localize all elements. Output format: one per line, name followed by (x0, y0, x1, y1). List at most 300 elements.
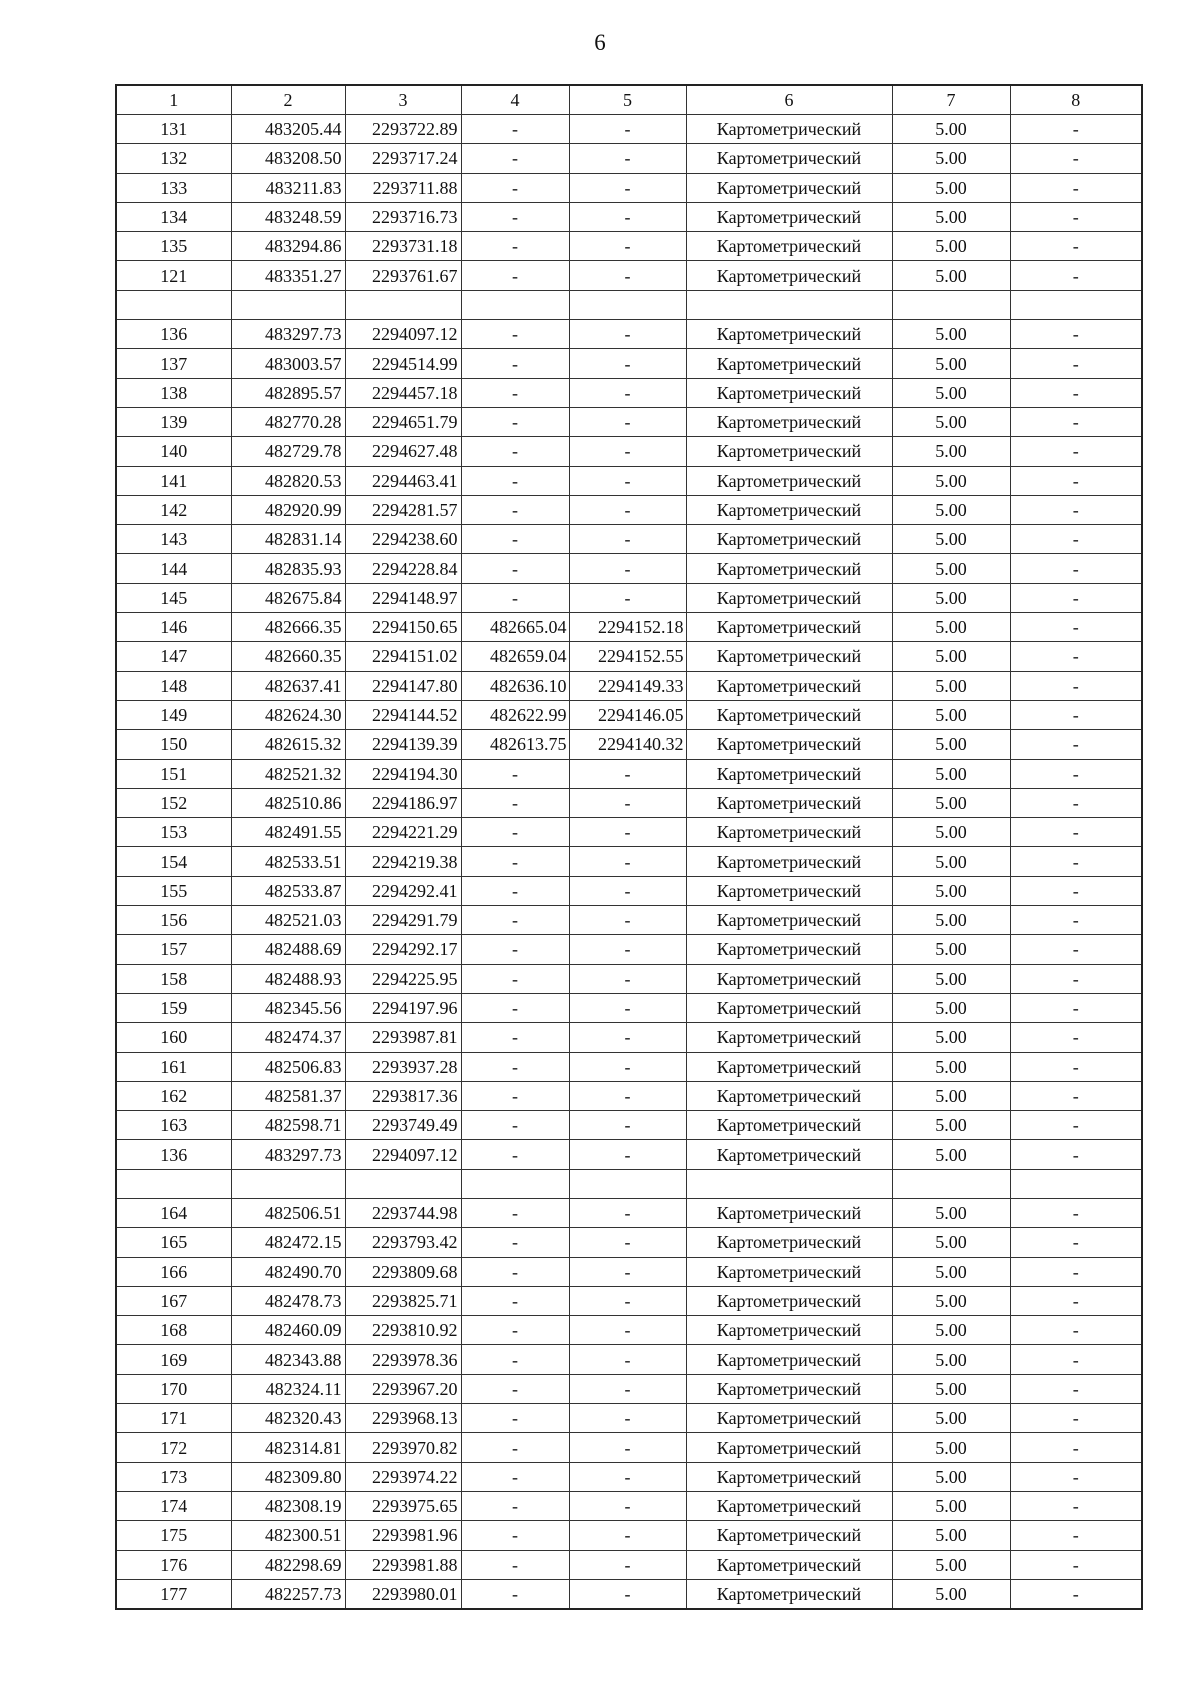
table-row (116, 378, 1142, 407)
accuracy-cell: 5.00 (892, 876, 1010, 905)
method-cell: Картометрический (686, 1111, 892, 1140)
x-new-cell: - (461, 1374, 569, 1403)
column-header: 7 (892, 85, 1010, 115)
table-row (116, 466, 1142, 495)
method-cell (686, 290, 892, 319)
accuracy-cell: 5.00 (892, 554, 1010, 583)
x-coordinate-cell (231, 1169, 345, 1198)
method-cell: Картометрический (686, 144, 892, 173)
y-new-cell: - (569, 935, 686, 964)
point-number-cell: 159 (116, 993, 231, 1022)
x-coordinate-cell: 482660.35 (231, 642, 345, 671)
note-cell (1010, 290, 1142, 319)
note-cell: - (1010, 583, 1142, 612)
point-number-cell: 154 (116, 847, 231, 876)
x-new-cell: - (461, 876, 569, 905)
note-cell: - (1010, 1052, 1142, 1081)
method-cell: Картометрический (686, 906, 892, 935)
y-new-cell: - (569, 202, 686, 231)
x-new-cell: - (461, 202, 569, 231)
y-coordinate-cell: 2293731.18 (345, 232, 461, 261)
y-new-cell: - (569, 1550, 686, 1579)
point-number-cell: 163 (116, 1111, 231, 1140)
x-coordinate-cell: 482920.99 (231, 495, 345, 524)
x-new-cell: - (461, 964, 569, 993)
table-row (116, 1111, 1142, 1140)
y-coordinate-cell: 2293974.22 (345, 1462, 461, 1491)
point-number-cell: 121 (116, 261, 231, 290)
table-row (116, 671, 1142, 700)
y-coordinate-cell: 2294292.17 (345, 935, 461, 964)
point-number-cell: 162 (116, 1081, 231, 1110)
x-new-cell: - (461, 1198, 569, 1227)
method-cell: Картометрический (686, 378, 892, 407)
y-new-cell: - (569, 1228, 686, 1257)
x-new-cell: - (461, 1550, 569, 1579)
y-coordinate-cell: 2293716.73 (345, 202, 461, 231)
note-cell: - (1010, 671, 1142, 700)
y-coordinate-cell: 2294219.38 (345, 847, 461, 876)
y-coordinate-cell: 2293978.36 (345, 1345, 461, 1374)
x-coordinate-cell: 482491.55 (231, 818, 345, 847)
note-cell: - (1010, 876, 1142, 905)
x-coordinate-cell: 482490.70 (231, 1257, 345, 1286)
point-number-cell: 134 (116, 202, 231, 231)
table-row (116, 1023, 1142, 1052)
x-coordinate-cell: 482521.03 (231, 906, 345, 935)
note-cell: - (1010, 1433, 1142, 1462)
table-row (116, 759, 1142, 788)
x-coordinate-cell (231, 290, 345, 319)
y-new-cell: - (569, 583, 686, 612)
note-cell: - (1010, 1374, 1142, 1403)
x-new-cell: - (461, 759, 569, 788)
note-cell: - (1010, 1462, 1142, 1491)
accuracy-cell: 5.00 (892, 232, 1010, 261)
x-coordinate-cell: 482835.93 (231, 554, 345, 583)
table-row (116, 554, 1142, 583)
point-number-cell: 145 (116, 583, 231, 612)
x-new-cell (461, 1169, 569, 1198)
point-number-cell: 143 (116, 525, 231, 554)
method-cell: Картометрический (686, 1023, 892, 1052)
table-row (116, 906, 1142, 935)
method-cell: Картометрический (686, 495, 892, 524)
method-cell: Картометрический (686, 437, 892, 466)
accuracy-cell: 5.00 (892, 1111, 1010, 1140)
method-cell: Картометрический (686, 349, 892, 378)
x-coordinate-cell: 482770.28 (231, 407, 345, 436)
note-cell: - (1010, 554, 1142, 583)
accuracy-cell: 5.00 (892, 818, 1010, 847)
note-cell: - (1010, 1198, 1142, 1227)
x-new-cell: - (461, 1286, 569, 1315)
x-coordinate-cell: 482345.56 (231, 993, 345, 1022)
method-cell: Картометрический (686, 407, 892, 436)
note-cell: - (1010, 1023, 1142, 1052)
point-number-cell: 144 (116, 554, 231, 583)
column-header: 8 (1010, 85, 1142, 115)
point-number-cell: 147 (116, 642, 231, 671)
y-coordinate-cell: 2293981.96 (345, 1521, 461, 1550)
y-coordinate-cell: 2294463.41 (345, 466, 461, 495)
y-coordinate-cell: 2293937.28 (345, 1052, 461, 1081)
point-number-cell: 168 (116, 1316, 231, 1345)
x-new-cell: - (461, 495, 569, 524)
point-number-cell: 132 (116, 144, 231, 173)
note-cell: - (1010, 935, 1142, 964)
table-row (116, 613, 1142, 642)
point-number-cell: 155 (116, 876, 231, 905)
x-new-cell: - (461, 525, 569, 554)
x-coordinate-cell: 483297.73 (231, 320, 345, 349)
y-coordinate-cell: 2293717.24 (345, 144, 461, 173)
y-new-cell: - (569, 1491, 686, 1520)
method-cell: Картометрический (686, 759, 892, 788)
note-cell (1010, 1169, 1142, 1198)
note-cell: - (1010, 1228, 1142, 1257)
point-number-cell: 133 (116, 173, 231, 202)
method-cell: Картометрический (686, 788, 892, 817)
x-coordinate-cell: 482510.86 (231, 788, 345, 817)
point-number-cell: 148 (116, 671, 231, 700)
x-coordinate-cell: 482474.37 (231, 1023, 345, 1052)
method-cell: Картометрический (686, 1286, 892, 1315)
note-cell: - (1010, 613, 1142, 642)
y-coordinate-cell: 2294144.52 (345, 700, 461, 729)
y-new-cell: - (569, 993, 686, 1022)
x-new-cell: 482622.99 (461, 700, 569, 729)
y-coordinate-cell: 2293722.89 (345, 115, 461, 144)
x-new-cell: - (461, 1228, 569, 1257)
accuracy-cell: 5.00 (892, 1462, 1010, 1491)
accuracy-cell: 5.00 (892, 1345, 1010, 1374)
table-row (116, 935, 1142, 964)
y-coordinate-cell: 2294281.57 (345, 495, 461, 524)
point-number-cell: 138 (116, 378, 231, 407)
y-coordinate-cell: 2293967.20 (345, 1374, 461, 1403)
x-new-cell: - (461, 906, 569, 935)
accuracy-cell: 5.00 (892, 1433, 1010, 1462)
method-cell: Картометрический (686, 583, 892, 612)
x-coordinate-cell: 482320.43 (231, 1404, 345, 1433)
note-cell: - (1010, 407, 1142, 436)
accuracy-cell (892, 1169, 1010, 1198)
table-header (116, 85, 1142, 115)
y-coordinate-cell: 2294151.02 (345, 642, 461, 671)
x-coordinate-cell: 482533.87 (231, 876, 345, 905)
x-new-cell: - (461, 847, 569, 876)
x-new-cell: - (461, 320, 569, 349)
x-new-cell: - (461, 378, 569, 407)
y-coordinate-cell: 2294097.12 (345, 320, 461, 349)
y-new-cell (569, 1169, 686, 1198)
note-cell: - (1010, 1111, 1142, 1140)
accuracy-cell: 5.00 (892, 993, 1010, 1022)
method-cell: Картометрический (686, 1404, 892, 1433)
y-new-cell: - (569, 232, 686, 261)
accuracy-cell: 5.00 (892, 1081, 1010, 1110)
table-row (116, 202, 1142, 231)
table-row (116, 1169, 1142, 1198)
y-new-cell: - (569, 261, 686, 290)
y-coordinate-cell: 2293711.88 (345, 173, 461, 202)
method-cell: Картометрический (686, 700, 892, 729)
page-number: 6 (594, 30, 606, 55)
x-coordinate-cell: 482598.71 (231, 1111, 345, 1140)
x-coordinate-cell: 483205.44 (231, 115, 345, 144)
y-new-cell: - (569, 173, 686, 202)
y-coordinate-cell: 2294238.60 (345, 525, 461, 554)
method-cell: Картометрический (686, 993, 892, 1022)
x-new-cell: - (461, 173, 569, 202)
column-header: 2 (231, 85, 345, 115)
x-new-cell: - (461, 144, 569, 173)
method-cell: Картометрический (686, 613, 892, 642)
column-header: 1 (116, 85, 231, 115)
x-new-cell: - (461, 466, 569, 495)
point-number-cell: 175 (116, 1521, 231, 1550)
x-coordinate-cell: 482324.11 (231, 1374, 345, 1403)
note-cell: - (1010, 466, 1142, 495)
note-cell: - (1010, 495, 1142, 524)
table-row (116, 1228, 1142, 1257)
x-coordinate-cell: 482666.35 (231, 613, 345, 642)
x-new-cell: - (461, 437, 569, 466)
table-row (116, 407, 1142, 436)
y-new-cell: - (569, 788, 686, 817)
x-coordinate-cell: 482472.15 (231, 1228, 345, 1257)
x-coordinate-cell: 482343.88 (231, 1345, 345, 1374)
y-new-cell: 2294152.18 (569, 613, 686, 642)
accuracy-cell: 5.00 (892, 349, 1010, 378)
accuracy-cell: 5.00 (892, 613, 1010, 642)
note-cell: - (1010, 115, 1142, 144)
note-cell: - (1010, 349, 1142, 378)
x-coordinate-cell: 482257.73 (231, 1579, 345, 1609)
note-cell: - (1010, 1550, 1142, 1579)
x-new-cell: - (461, 818, 569, 847)
x-coordinate-cell: 482309.80 (231, 1462, 345, 1491)
y-coordinate-cell: 2294150.65 (345, 613, 461, 642)
accuracy-cell: 5.00 (892, 671, 1010, 700)
point-number-cell: 140 (116, 437, 231, 466)
y-new-cell: - (569, 1140, 686, 1169)
accuracy-cell: 5.00 (892, 700, 1010, 729)
y-new-cell: - (569, 964, 686, 993)
x-coordinate-cell: 483003.57 (231, 349, 345, 378)
x-new-cell (461, 290, 569, 319)
x-new-cell: - (461, 935, 569, 964)
x-coordinate-cell: 482533.51 (231, 847, 345, 876)
point-number-cell: 167 (116, 1286, 231, 1315)
accuracy-cell: 5.00 (892, 378, 1010, 407)
method-cell (686, 1169, 892, 1198)
accuracy-cell: 5.00 (892, 935, 1010, 964)
x-new-cell: - (461, 1257, 569, 1286)
point-number-cell: 164 (116, 1198, 231, 1227)
accuracy-cell: 5.00 (892, 1257, 1010, 1286)
x-new-cell: - (461, 1023, 569, 1052)
y-new-cell: - (569, 1257, 686, 1286)
x-new-cell: - (461, 993, 569, 1022)
method-cell: Картометрический (686, 876, 892, 905)
note-cell: - (1010, 730, 1142, 759)
table-row (116, 1286, 1142, 1315)
y-new-cell: - (569, 466, 686, 495)
point-number-cell (116, 290, 231, 319)
y-coordinate-cell: 2293761.67 (345, 261, 461, 290)
note-cell: - (1010, 700, 1142, 729)
table-row (116, 1257, 1142, 1286)
method-cell: Картометрический (686, 1140, 892, 1169)
x-new-cell: - (461, 349, 569, 378)
x-coordinate-cell: 482615.32 (231, 730, 345, 759)
x-new-cell: - (461, 1316, 569, 1345)
table-row (116, 1521, 1142, 1550)
x-coordinate-cell: 482298.69 (231, 1550, 345, 1579)
y-coordinate-cell: 2294651.79 (345, 407, 461, 436)
y-new-cell: - (569, 554, 686, 583)
note-cell: - (1010, 1345, 1142, 1374)
y-new-cell: - (569, 1198, 686, 1227)
y-coordinate-cell: 2294225.95 (345, 964, 461, 993)
y-new-cell: - (569, 1374, 686, 1403)
accuracy-cell: 5.00 (892, 407, 1010, 436)
method-cell: Картометрический (686, 1579, 892, 1609)
y-new-cell: - (569, 1081, 686, 1110)
y-coordinate-cell: 2294228.84 (345, 554, 461, 583)
method-cell: Картометрический (686, 1550, 892, 1579)
y-new-cell: - (569, 876, 686, 905)
x-coordinate-cell: 482488.69 (231, 935, 345, 964)
x-coordinate-cell: 482675.84 (231, 583, 345, 612)
note-cell: - (1010, 1404, 1142, 1433)
note-cell: - (1010, 202, 1142, 231)
accuracy-cell: 5.00 (892, 173, 1010, 202)
y-new-cell: - (569, 320, 686, 349)
x-new-cell: - (461, 1345, 569, 1374)
method-cell: Картометрический (686, 232, 892, 261)
y-new-cell: 2294140.32 (569, 730, 686, 759)
x-new-cell: 482659.04 (461, 642, 569, 671)
method-cell: Картометрический (686, 1257, 892, 1286)
table-row (116, 349, 1142, 378)
x-coordinate-cell: 482300.51 (231, 1521, 345, 1550)
note-cell: - (1010, 1316, 1142, 1345)
method-cell: Картометрический (686, 1081, 892, 1110)
table-row (116, 144, 1142, 173)
accuracy-cell: 5.00 (892, 1491, 1010, 1520)
method-cell: Картометрический (686, 202, 892, 231)
x-new-cell: - (461, 1491, 569, 1520)
method-cell: Картометрический (686, 1433, 892, 1462)
note-cell: - (1010, 1257, 1142, 1286)
table-row (116, 993, 1142, 1022)
y-new-cell: - (569, 144, 686, 173)
y-coordinate-cell: 2294194.30 (345, 759, 461, 788)
y-coordinate-cell: 2294457.18 (345, 378, 461, 407)
column-header: 5 (569, 85, 686, 115)
y-new-cell: - (569, 407, 686, 436)
note-cell: - (1010, 144, 1142, 173)
accuracy-cell: 5.00 (892, 1286, 1010, 1315)
method-cell: Картометрический (686, 1316, 892, 1345)
table-row (116, 437, 1142, 466)
table-row (116, 788, 1142, 817)
x-new-cell: 482665.04 (461, 613, 569, 642)
y-new-cell: - (569, 115, 686, 144)
table-row (116, 115, 1142, 144)
point-number-cell: 136 (116, 1140, 231, 1169)
point-number-cell: 165 (116, 1228, 231, 1257)
accuracy-cell: 5.00 (892, 1521, 1010, 1550)
y-new-cell: - (569, 1462, 686, 1491)
x-coordinate-cell: 482506.83 (231, 1052, 345, 1081)
method-cell: Картометрический (686, 935, 892, 964)
table-row (116, 1433, 1142, 1462)
y-coordinate-cell: 2293981.88 (345, 1550, 461, 1579)
point-number-cell: 169 (116, 1345, 231, 1374)
x-new-cell: - (461, 554, 569, 583)
method-cell: Картометрический (686, 1491, 892, 1520)
method-cell: Картометрический (686, 1228, 892, 1257)
y-coordinate-cell: 2294291.79 (345, 906, 461, 935)
x-coordinate-cell: 483248.59 (231, 202, 345, 231)
accuracy-cell: 5.00 (892, 1404, 1010, 1433)
x-coordinate-cell: 482488.93 (231, 964, 345, 993)
method-cell: Картометрический (686, 1345, 892, 1374)
x-new-cell: - (461, 115, 569, 144)
x-new-cell: - (461, 1404, 569, 1433)
note-cell: - (1010, 818, 1142, 847)
point-number-cell: 166 (116, 1257, 231, 1286)
x-new-cell: - (461, 1111, 569, 1140)
column-header: 3 (345, 85, 461, 115)
y-new-cell: - (569, 1404, 686, 1433)
method-cell: Картометрический (686, 964, 892, 993)
accuracy-cell: 5.00 (892, 1198, 1010, 1227)
accuracy-cell: 5.00 (892, 202, 1010, 231)
note-cell: - (1010, 759, 1142, 788)
method-cell: Картометрический (686, 730, 892, 759)
note-cell: - (1010, 232, 1142, 261)
y-new-cell: - (569, 1111, 686, 1140)
y-coordinate-cell: 2294197.96 (345, 993, 461, 1022)
accuracy-cell: 5.00 (892, 1316, 1010, 1345)
point-number-cell: 160 (116, 1023, 231, 1052)
note-cell: - (1010, 1491, 1142, 1520)
x-coordinate-cell: 482314.81 (231, 1433, 345, 1462)
y-coordinate-cell: 2293968.13 (345, 1404, 461, 1433)
x-coordinate-cell: 483211.83 (231, 173, 345, 202)
note-cell: - (1010, 378, 1142, 407)
x-new-cell: - (461, 1081, 569, 1110)
table-row (116, 1374, 1142, 1403)
x-coordinate-cell: 482308.19 (231, 1491, 345, 1520)
x-coordinate-cell: 482506.51 (231, 1198, 345, 1227)
table-row (116, 876, 1142, 905)
point-number-cell: 131 (116, 115, 231, 144)
y-new-cell: - (569, 1316, 686, 1345)
y-coordinate-cell: 2293749.49 (345, 1111, 461, 1140)
method-cell: Картометрический (686, 466, 892, 495)
y-coordinate-cell: 2294097.12 (345, 1140, 461, 1169)
accuracy-cell: 5.00 (892, 730, 1010, 759)
note-cell: - (1010, 1140, 1142, 1169)
y-coordinate-cell: 2293970.82 (345, 1433, 461, 1462)
note-cell: - (1010, 1521, 1142, 1550)
